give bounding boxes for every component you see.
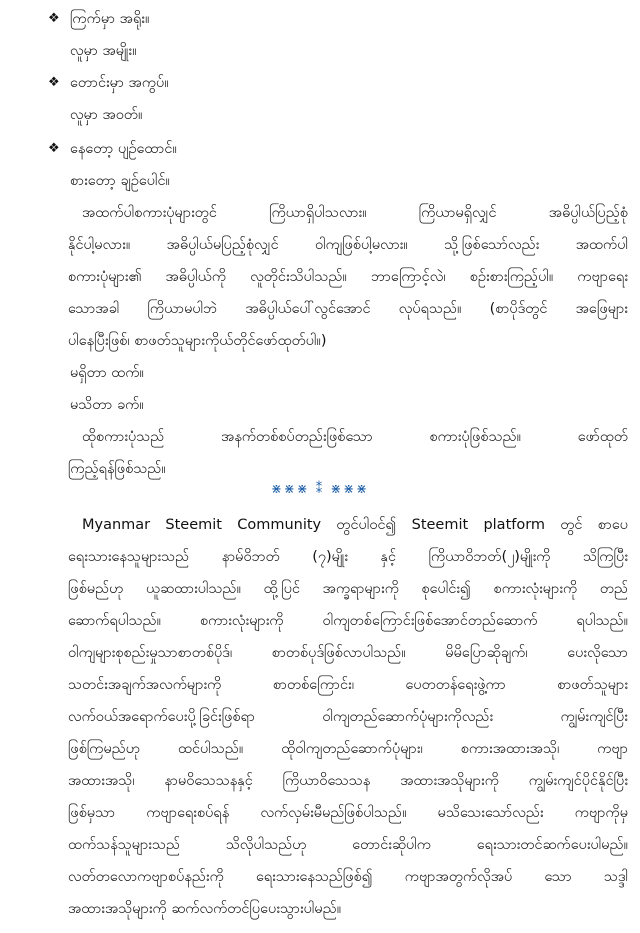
bullet-icon: ❖: [48, 141, 60, 156]
paragraph-line: ဝါကျများစုစည်းမှုသာစာတစ်ပိုဒ်၊ စာတစ်ပုဒ်ဖြစ်လာပါသည်။ မိမိပြောဆိုချက်၊ ပေးလိုသော: [68, 645, 628, 661]
poem-line: နေတော့ ပျဉ်ထောင်။: [70, 141, 177, 157]
paragraph-line: ရေးသားနေသူများသည် နာမ်ဝိဘတ် (၇)မျိုး နှင့် ကြိယာဝိဘတ်(၂)မျိုးကို သိကြပြီး: [68, 549, 628, 565]
paragraph-line: နိုင်ပါ့မလား။ အဓိပ္ပါယ်မပြည့်စုံလျှင် ဝါကျဖြစ်ပါ့မလား။ သို့ဖြစ်သော်လည်း အထက်ပါ: [68, 237, 628, 253]
paragraph-line: ဖြစ်ကြမည်ဟု ထင်ပါသည်။ ထိုဝါကျတည်ဆောက်ပုံများ၊ စကားအထားအသို၊ ကဗျာ: [68, 741, 628, 757]
poem-line: လူမှာ အဝတ်။: [70, 107, 143, 123]
poem-line: တောင်းမှာ အကွပ်။: [70, 75, 169, 91]
paragraph-line: ဖြစ်မှသာ ကဗျာရေးစပ်ရန် လက်လှမ်းမီမည်ဖြစ်ပါသည်။ မသိသေးသော်လည်း ကဗျာကိုမှ: [68, 805, 628, 821]
paragraph-line: သောအခါ ကြိယာမပါဘဲ အဓိပ္ပါယ်ပေါ်လွင်အောင် လုပ်ရသည်။ (စာပိုဒ်တွင် အဖြေများ: [68, 301, 628, 317]
bullet-icon: ❖: [48, 75, 60, 90]
paragraph-line: သတင်းအချက်အလက်များကို စာတစ်ကြောင်း၊ ပေတတန်ရေးဖွဲ့ကာ စာဖတ်သူများ: [68, 677, 628, 693]
poem-line: မရှိတာ ထက်။: [70, 365, 144, 381]
paragraph-line: စကားပုံများ၏ အဓိပ္ပါယ်ကို လူတိုင်းသိပါသည်။ ဘာကြောင့်လဲ၊ စဉ်းစားကြည့်ပါ။ ကဗျာရေး: [68, 269, 628, 285]
poem-line: ကြက်မှာ အရိုး။: [70, 11, 150, 27]
poem-line: မသိတာ ခက်။: [70, 397, 144, 413]
paragraph-line: ဆောက်ရပါသည်။ စကားလုံးများကို ဝါကျတစ်ကြောင်းဖြစ်အောင်တည်ဆောက် ရပါသည်။: [68, 613, 628, 629]
paragraph-line: ဖြစ်မည်ဟု ယူဆထားပါသည်။ ထို့ပြင် အက္ခရာများကို စုပေါင်း၍ စကားလုံးများကို တည်: [68, 581, 628, 597]
poem-line: စားတော့ ချဉ်ပေါင်။: [70, 173, 170, 189]
bullet-icon: ❖: [48, 11, 60, 26]
paragraph-line: ပါနေပြီးဖြစ်၊ စာဖတ်သူများကိုယ်တိုင်ဖော်ထုတ်ပါ။): [68, 333, 327, 349]
paragraph-line: Myanmar Steemit Community တွင်ပါဝင်၍ Steemit platform တွင် စာပေ: [82, 517, 628, 533]
paragraph-line: ထိုစကားပုံသည် အနက်တစ်စပ်တည်းဖြစ်သော စကားပုံဖြစ်သည်။ ဖော်ထုတ်: [82, 429, 628, 445]
paragraph-line: အထားအသို၊ နာမဝိသေသနနှင့် ကြိယာဝိသေသန အထားအသိုများကို ကျွမ်းကျင်ပိုင်နိုင်ပြီး: [68, 773, 628, 789]
paragraph-line: ကြည့်ရန်ဖြစ်သည်။: [68, 461, 166, 477]
poem-line: လူမှာ အမျိုး။: [70, 43, 137, 59]
paragraph-line: လက်ဝယ်အရောက်ပေးပို့ခြင်းဖြစ်ရာ ဝါကျတည်ဆောက်ပုံများကိုလည်း ကျွမ်းကျင်ပြီး: [68, 709, 628, 725]
paragraph-line: ထက်သန်သူများသည် သိလိုပါသည်ဟု တောင်းဆိုပါက ရေးသားတင်ဆက်ပေးပါမည်။: [68, 837, 628, 853]
section-separator: ⋇⋇⋇ ⁑ ⋇⋇⋇: [270, 482, 370, 497]
paragraph-line: အထားအသိုများကို ဆက်လက်တင်ပြပေးသွားပါမည်။: [68, 901, 342, 917]
paragraph-line: အထက်ပါစကားပုံများတွင် ကြိယာရှိပါသလား။ ကြိယာမရှိလျှင် အဓိပ္ပါယ်ပြည့်စုံ: [82, 205, 628, 221]
paragraph-line: လတ်တလောကဗျာစပ်နည်းကို ရေးသားနေသည်ဖြစ်၍ ကဗျာအတွက်လိုအပ် သော သဒ္ဒါ: [68, 869, 628, 885]
